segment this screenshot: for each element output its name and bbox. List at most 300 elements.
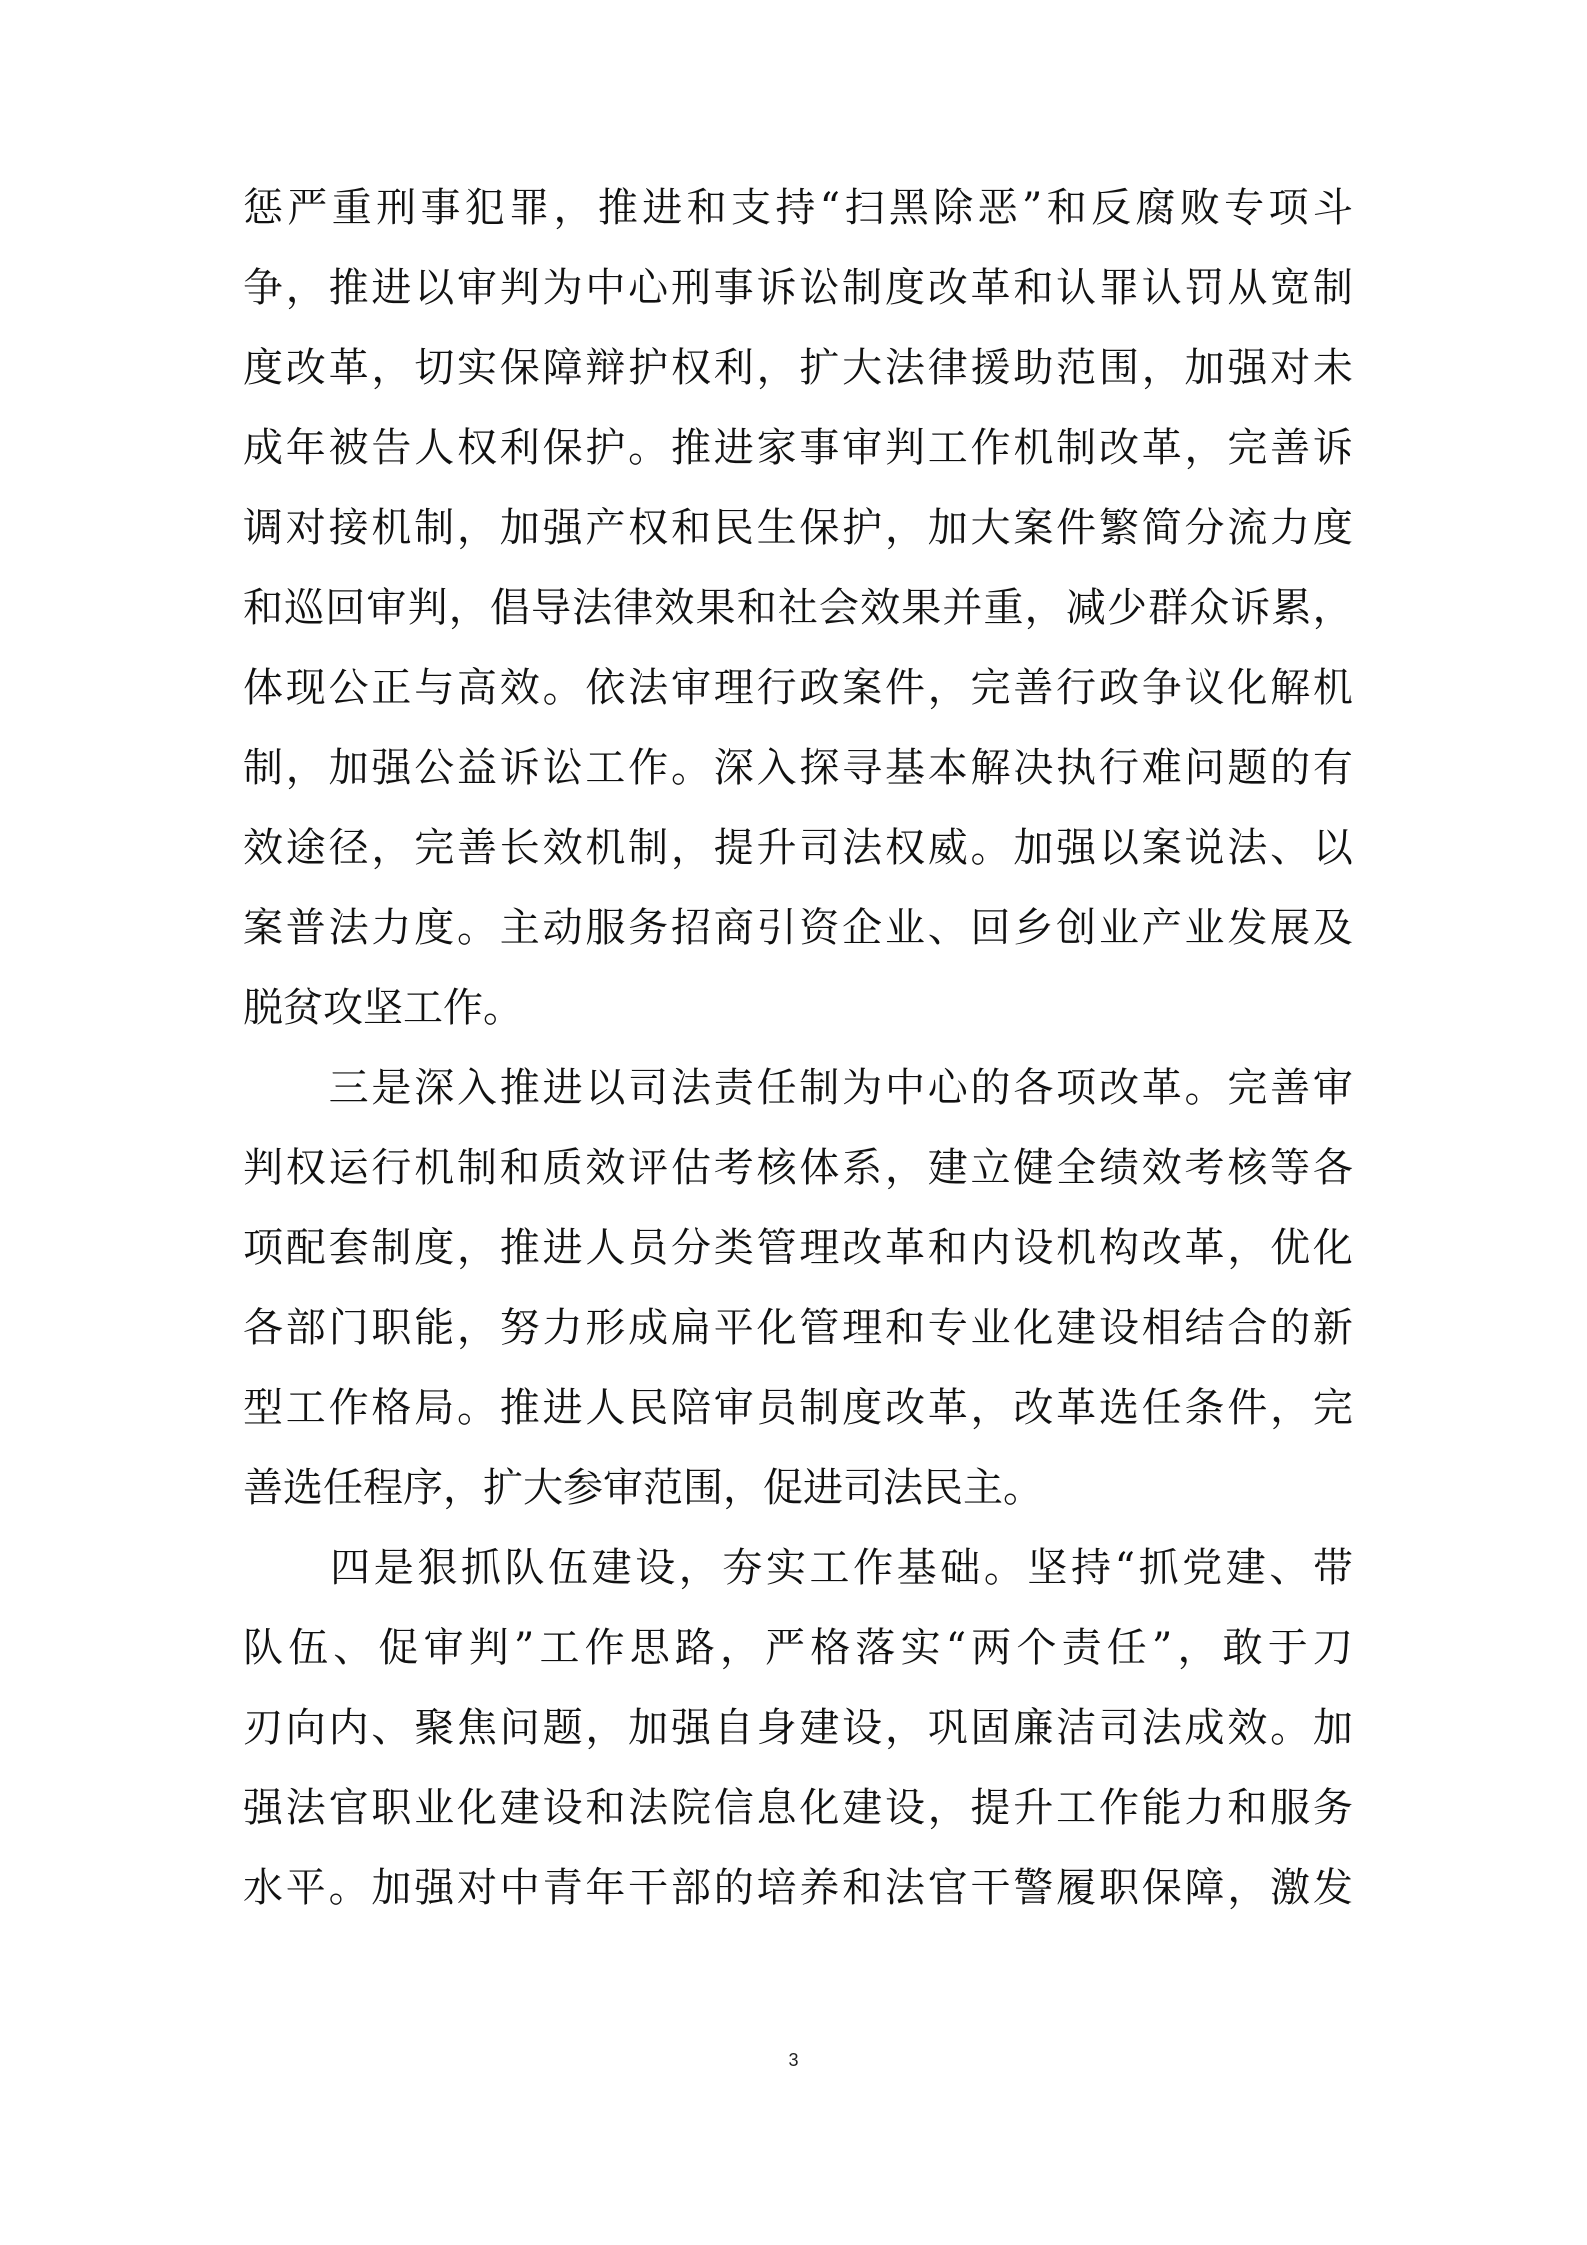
text-char: 健: [1013, 1145, 1054, 1191]
text-char: 心: [927, 1065, 968, 1111]
text-char: ，: [1312, 585, 1353, 631]
text-char: 会: [818, 585, 859, 631]
text-char: 审: [713, 1385, 754, 1431]
text-char: 部: [670, 1865, 711, 1911]
text-char: 进: [542, 1225, 583, 1271]
text-char: 化: [1013, 1305, 1054, 1351]
text-char: 形: [585, 1305, 626, 1351]
text-char: 范: [1056, 345, 1097, 391]
text-char: 发: [1312, 1865, 1353, 1911]
text-char: 判: [407, 585, 448, 631]
text-char: 化: [1312, 1225, 1353, 1271]
text-char: 队: [504, 1545, 545, 1591]
text-char: 招: [670, 905, 711, 951]
text-char: 推: [499, 1065, 540, 1111]
text-char: 效: [499, 665, 540, 711]
text-line: [243, 648, 1353, 728]
text-char: ，: [756, 345, 797, 391]
text-char: 和: [585, 1785, 626, 1831]
text-line: [243, 1288, 1353, 1368]
text-char: 革: [328, 345, 369, 391]
text-char: 诉: [1312, 425, 1353, 471]
text-char: 法: [884, 345, 925, 391]
text-char: 激: [1270, 1865, 1311, 1911]
text-char: 加: [328, 745, 369, 791]
text-char: 审: [670, 665, 711, 711]
text-char: 体: [243, 665, 283, 711]
text-char: 设: [542, 1785, 583, 1831]
text-line: [243, 1368, 1353, 1448]
text-char: 法: [1141, 1705, 1182, 1751]
text-char: 内: [328, 1705, 369, 1751]
text-char: 年: [285, 425, 326, 471]
text-char: 除: [933, 185, 974, 231]
text-char: 的: [1270, 745, 1311, 791]
text-line: [243, 1768, 1353, 1848]
text-char: 改: [1013, 1385, 1054, 1431]
text-char: 。: [456, 1385, 497, 1431]
text-char: 核: [756, 1145, 797, 1191]
text-char: 考: [713, 1145, 754, 1191]
text-char: 累: [1271, 585, 1312, 631]
text-char: ，: [371, 345, 412, 391]
text-char: 坚: [1027, 1545, 1068, 1591]
text-char: 向: [285, 1705, 326, 1751]
text-char: ”: [513, 1625, 535, 1671]
text-char: 加: [1184, 345, 1225, 391]
text-char: 的: [970, 1065, 1011, 1111]
text-char: 问: [1184, 745, 1225, 791]
text-char: 护: [628, 345, 669, 391]
text-char: 聚: [414, 1705, 455, 1751]
text-char: 个: [1016, 1625, 1057, 1671]
text-char: 和: [499, 1145, 540, 1191]
text-char: 狠: [417, 1545, 458, 1591]
text-char: 基: [884, 745, 925, 791]
text-char: 制: [842, 265, 883, 311]
text-char: 问: [499, 1705, 540, 1751]
text-char: 切: [414, 345, 455, 391]
text-char: 务: [628, 905, 669, 951]
text-char: 果: [695, 585, 736, 631]
text-char: 少: [1106, 585, 1147, 631]
text-char: 各: [243, 1305, 283, 1351]
text-char: 推: [499, 1385, 540, 1431]
text-char: 能: [414, 1305, 455, 1351]
text-char: 效: [1141, 1145, 1182, 1191]
text-char: 障: [542, 345, 583, 391]
text-char: 革: [927, 1385, 968, 1431]
text-char: 严: [765, 1625, 806, 1671]
text-char: 作: [584, 1625, 625, 1671]
text-char: 信: [713, 1785, 754, 1831]
text-char: 新: [1312, 1305, 1353, 1351]
text-char: 三: [328, 1065, 369, 1111]
text-char: 对: [285, 505, 326, 551]
text-char: 和: [1013, 265, 1054, 311]
text-char: 构: [1098, 1225, 1139, 1271]
text-char: 说: [1184, 825, 1225, 871]
text-char: 审: [366, 585, 407, 631]
text-char: 运: [328, 1145, 369, 1191]
text-char: 司: [628, 1065, 669, 1111]
text-char: 乡: [1013, 905, 1054, 951]
text-char: 倡: [489, 585, 530, 631]
text-char: 设: [842, 1705, 883, 1751]
text-char: 党: [1182, 1545, 1223, 1591]
text-char: 扁: [670, 1305, 711, 1351]
text-char: 专: [927, 1305, 968, 1351]
text-char: 中: [884, 1065, 925, 1111]
text-char: 息: [756, 1785, 797, 1831]
text-char: 制: [1312, 265, 1353, 311]
text-line: [243, 168, 1353, 248]
text-char: 伍: [548, 1545, 589, 1591]
text-char: 机: [371, 505, 412, 551]
text-char: 律: [613, 585, 654, 631]
text-char: 机: [414, 1145, 455, 1191]
text-char: 众: [1189, 585, 1230, 631]
text-char: 主: [499, 905, 540, 951]
text-char: 辩: [585, 345, 626, 391]
text-char: 和: [686, 185, 727, 231]
text-char: ，: [456, 505, 497, 551]
text-char: “: [945, 1625, 967, 1671]
text-char: 项: [1268, 185, 1309, 231]
text-char: 革: [1141, 1065, 1182, 1111]
text-char: 评: [628, 1145, 669, 1191]
text-char: ”: [1151, 1625, 1173, 1671]
text-char: 审: [1312, 1065, 1353, 1111]
text-char: 化: [799, 1785, 840, 1831]
text-char: 有: [1312, 745, 1353, 791]
text-char: 改: [1098, 425, 1139, 471]
text-line: [243, 1528, 1353, 1608]
text-char: 院: [670, 1785, 711, 1831]
text-char: 引: [756, 905, 797, 951]
text-char: 司: [799, 825, 840, 871]
text-char: ，: [371, 825, 412, 871]
text-char: 民: [713, 505, 754, 551]
text-char: 进: [542, 1385, 583, 1431]
text-char: 与: [414, 665, 455, 711]
text-char: 刑: [376, 185, 417, 231]
text-char: ，: [456, 1305, 497, 1351]
text-char: 强: [670, 1705, 711, 1751]
text-char: 议: [1184, 665, 1225, 711]
text-char: 加: [1013, 825, 1054, 871]
text-char: [286, 1048, 326, 1128]
text-char: 犯: [464, 185, 505, 231]
text-char: 诉: [1230, 585, 1271, 631]
text-char: 业: [884, 905, 925, 951]
text-char: 推: [328, 265, 369, 311]
text-char: 和: [927, 1225, 968, 1271]
text-char: 。: [1184, 1065, 1225, 1111]
text-char: 公: [328, 665, 369, 711]
text-char: 制: [628, 825, 669, 871]
text-char: 判: [499, 265, 540, 311]
text-char: 利: [499, 425, 540, 471]
text-char: 水: [243, 1865, 283, 1911]
text-char: 各: [1312, 1145, 1353, 1191]
text-char: 争: [1141, 665, 1182, 711]
text-char: 制: [243, 745, 283, 791]
text-char: 工: [809, 1545, 850, 1591]
text-char: 力: [542, 1305, 583, 1351]
text-char: ，: [448, 585, 489, 631]
text-char: 任: [756, 1065, 797, 1111]
text-char: 行: [1056, 665, 1097, 711]
text-char: 等: [1270, 1145, 1311, 1191]
text-char: 制: [414, 505, 455, 551]
text-char: 管: [756, 1225, 797, 1271]
text-char: 提: [970, 1785, 1011, 1831]
text-char: 身: [756, 1705, 797, 1751]
text-char: 持: [775, 185, 816, 231]
text-char: 发: [1227, 905, 1268, 951]
text-char: 人: [585, 1225, 626, 1271]
text-char: 为: [542, 265, 583, 311]
text-char: 抓: [460, 1545, 501, 1591]
text-char: 行: [1098, 745, 1139, 791]
text-char: 、: [371, 1705, 412, 1751]
text-char: “: [1114, 1545, 1136, 1591]
text-char: 流: [1227, 505, 1268, 551]
text-char: 难: [1141, 745, 1182, 791]
text-char: 化: [756, 1305, 797, 1351]
text-char: 件: [884, 665, 925, 711]
text-char: 于: [1267, 1625, 1308, 1671]
text-char: 度: [884, 265, 925, 311]
text-char: 的: [713, 1865, 754, 1911]
text-char: 年: [585, 1865, 626, 1911]
text-char: ，: [1177, 1625, 1218, 1671]
text-char: 设: [1013, 1225, 1054, 1271]
text-char: ，: [285, 265, 326, 311]
text-char: 是: [371, 1065, 412, 1111]
text-char: 设: [635, 1545, 676, 1591]
text-char: 改: [1098, 1065, 1139, 1111]
text-char: 考: [1184, 1145, 1225, 1191]
text-char: 心: [628, 265, 669, 311]
text-char: ，: [884, 1705, 925, 1751]
text-char: 型: [243, 1385, 283, 1431]
text-char: 各: [1013, 1065, 1054, 1111]
text-char: 判: [884, 425, 925, 471]
text-char: 回: [970, 905, 1011, 951]
text-char: 条: [1184, 1385, 1225, 1431]
text-char: 固: [970, 1705, 1011, 1751]
text-char: 服: [1270, 1785, 1311, 1831]
text-char: 以: [1312, 825, 1353, 871]
text-char: 分: [1184, 505, 1225, 551]
text-char: 效: [243, 825, 283, 871]
text-char: 刃: [243, 1705, 283, 1751]
text-char: 部: [285, 1305, 326, 1351]
text-char: 两: [971, 1625, 1012, 1671]
text-char: 完: [970, 665, 1011, 711]
text-char: 革: [970, 265, 1011, 311]
text-char: 设: [1098, 1305, 1139, 1351]
text-char: 实: [900, 1625, 941, 1671]
text-char: 、: [1270, 825, 1311, 871]
text-char: 被: [328, 425, 369, 471]
text-char: 全: [1056, 1145, 1097, 1191]
text-char: 案: [1013, 505, 1054, 551]
text-char: [287, 1528, 327, 1608]
text-char: 改: [884, 1385, 925, 1431]
text-char: 配: [285, 1225, 326, 1271]
text-char: 廉: [1013, 1705, 1054, 1751]
text-char: 警: [1013, 1865, 1054, 1911]
text-char: 度: [414, 1225, 455, 1271]
text-char: 体: [799, 1145, 840, 1191]
text-char: 成: [1184, 1705, 1225, 1751]
text-line-content: 善选任程序，扩大参审范围，促进司法民主。: [243, 1465, 1043, 1511]
text-char: 案: [842, 665, 883, 711]
text-char: 正: [371, 665, 412, 711]
text-char: 工: [539, 1625, 580, 1671]
text-char: 化: [456, 1785, 497, 1831]
text-char: 绩: [1098, 1145, 1139, 1191]
text-char: 家: [756, 425, 797, 471]
text-char: 革: [1056, 1385, 1097, 1431]
text-char: 局: [414, 1385, 455, 1431]
text-char: 反: [1091, 185, 1132, 231]
text-char: 强: [542, 505, 583, 551]
text-char: 本: [927, 745, 968, 791]
text-char: 。: [670, 745, 711, 791]
text-char: 讼: [542, 745, 583, 791]
text-char: 效: [542, 825, 583, 871]
text-char: 的: [1270, 1305, 1311, 1351]
text-char: ，: [1270, 1385, 1311, 1431]
text-char: 决: [1013, 745, 1054, 791]
text-char: ，: [1227, 1225, 1268, 1271]
text-char: 升: [756, 825, 797, 871]
text-char: 理: [842, 1305, 883, 1351]
text-char: 项: [1056, 1065, 1097, 1111]
text-char: 强: [414, 1865, 455, 1911]
text-line: [243, 408, 1353, 488]
text-char: 法: [1227, 825, 1268, 871]
text-char: 业: [970, 1305, 1011, 1351]
text-char: 告: [371, 425, 412, 471]
text-char: 企: [842, 905, 883, 951]
text-char: 业: [414, 1785, 455, 1831]
text-char: 实: [456, 345, 497, 391]
text-char: ，: [585, 1705, 626, 1751]
text-char: 选: [1098, 1385, 1139, 1431]
text-char: 解: [1270, 665, 1311, 711]
text-char: 未: [1312, 345, 1353, 391]
text-char: 建: [927, 1145, 968, 1191]
text-char: 惩: [243, 185, 283, 231]
text-char: 抓: [1138, 1545, 1179, 1591]
text-char: ，: [553, 185, 594, 231]
text-char: 审: [842, 425, 883, 471]
text-char: 项: [243, 1225, 283, 1271]
text-char: 化: [1227, 665, 1268, 711]
text-char: 案: [1141, 825, 1182, 871]
text-char: 基: [896, 1545, 937, 1591]
text-char: [243, 1528, 283, 1608]
page-number: 3: [788, 2050, 799, 2070]
text-char: 产: [585, 505, 626, 551]
text-char: 实: [765, 1545, 806, 1591]
text-char: 解: [970, 745, 1011, 791]
text-char: 作: [328, 1385, 369, 1431]
text-char: ，: [456, 1225, 497, 1271]
text-char: 案: [243, 905, 283, 951]
text-char: 题: [542, 1705, 583, 1751]
text-char: 审: [423, 1625, 464, 1671]
text-char: 力: [371, 905, 412, 951]
text-char: ，: [1141, 345, 1182, 391]
text-char: 履: [1056, 1865, 1097, 1911]
text-char: 能: [1141, 1785, 1182, 1831]
text-char: 建: [842, 1785, 883, 1831]
text-char: 升: [1013, 1785, 1054, 1831]
text-char: 争: [243, 265, 283, 311]
text-char: ，: [927, 665, 968, 711]
text-char: 认: [1056, 265, 1097, 311]
text-char: 。: [983, 1545, 1024, 1591]
text-char: 进: [713, 425, 754, 471]
text-char: 和: [736, 585, 777, 631]
text-char: 罪: [1098, 265, 1139, 311]
text-char: 重: [983, 585, 1024, 631]
text-char: 力: [1184, 1785, 1225, 1831]
text-line: [243, 488, 1353, 568]
text-char: 法: [628, 665, 669, 711]
text-char: 作: [970, 425, 1011, 471]
text-char: 事: [713, 265, 754, 311]
text-char: 减: [1065, 585, 1106, 631]
text-char: 加: [499, 505, 540, 551]
text-char: 法: [328, 905, 369, 951]
text-char: 。: [456, 905, 497, 951]
text-char: 判: [243, 1145, 283, 1191]
text-char: 回: [325, 585, 366, 631]
text-char: ，: [970, 1385, 1011, 1431]
text-char: 加: [1312, 1705, 1353, 1751]
text-char: ，: [720, 1625, 760, 1671]
text-char: 工: [285, 1385, 326, 1431]
text-char: [243, 1048, 283, 1128]
text-char: 善: [456, 825, 497, 871]
text-char: 行: [756, 665, 797, 711]
text-char: 作: [628, 745, 669, 791]
text-char: ，: [884, 505, 925, 551]
text-char: 深: [414, 1065, 455, 1111]
text-char: 进: [642, 185, 683, 231]
text-char: 力: [1270, 505, 1311, 551]
text-char: 强: [1056, 825, 1097, 871]
text-char: 生: [756, 505, 797, 551]
text-char: 干: [628, 1865, 669, 1911]
text-char: 改: [927, 265, 968, 311]
text-char: 善: [1270, 425, 1311, 471]
text-char: 权: [670, 345, 711, 391]
text-char: 法: [884, 1865, 925, 1911]
text-char: 件: [1056, 505, 1097, 551]
text-char: 援: [970, 345, 1011, 391]
text-char: 改: [1141, 1225, 1182, 1271]
text-char: 和: [1227, 1785, 1268, 1831]
text-char: 效: [1227, 1705, 1268, 1751]
